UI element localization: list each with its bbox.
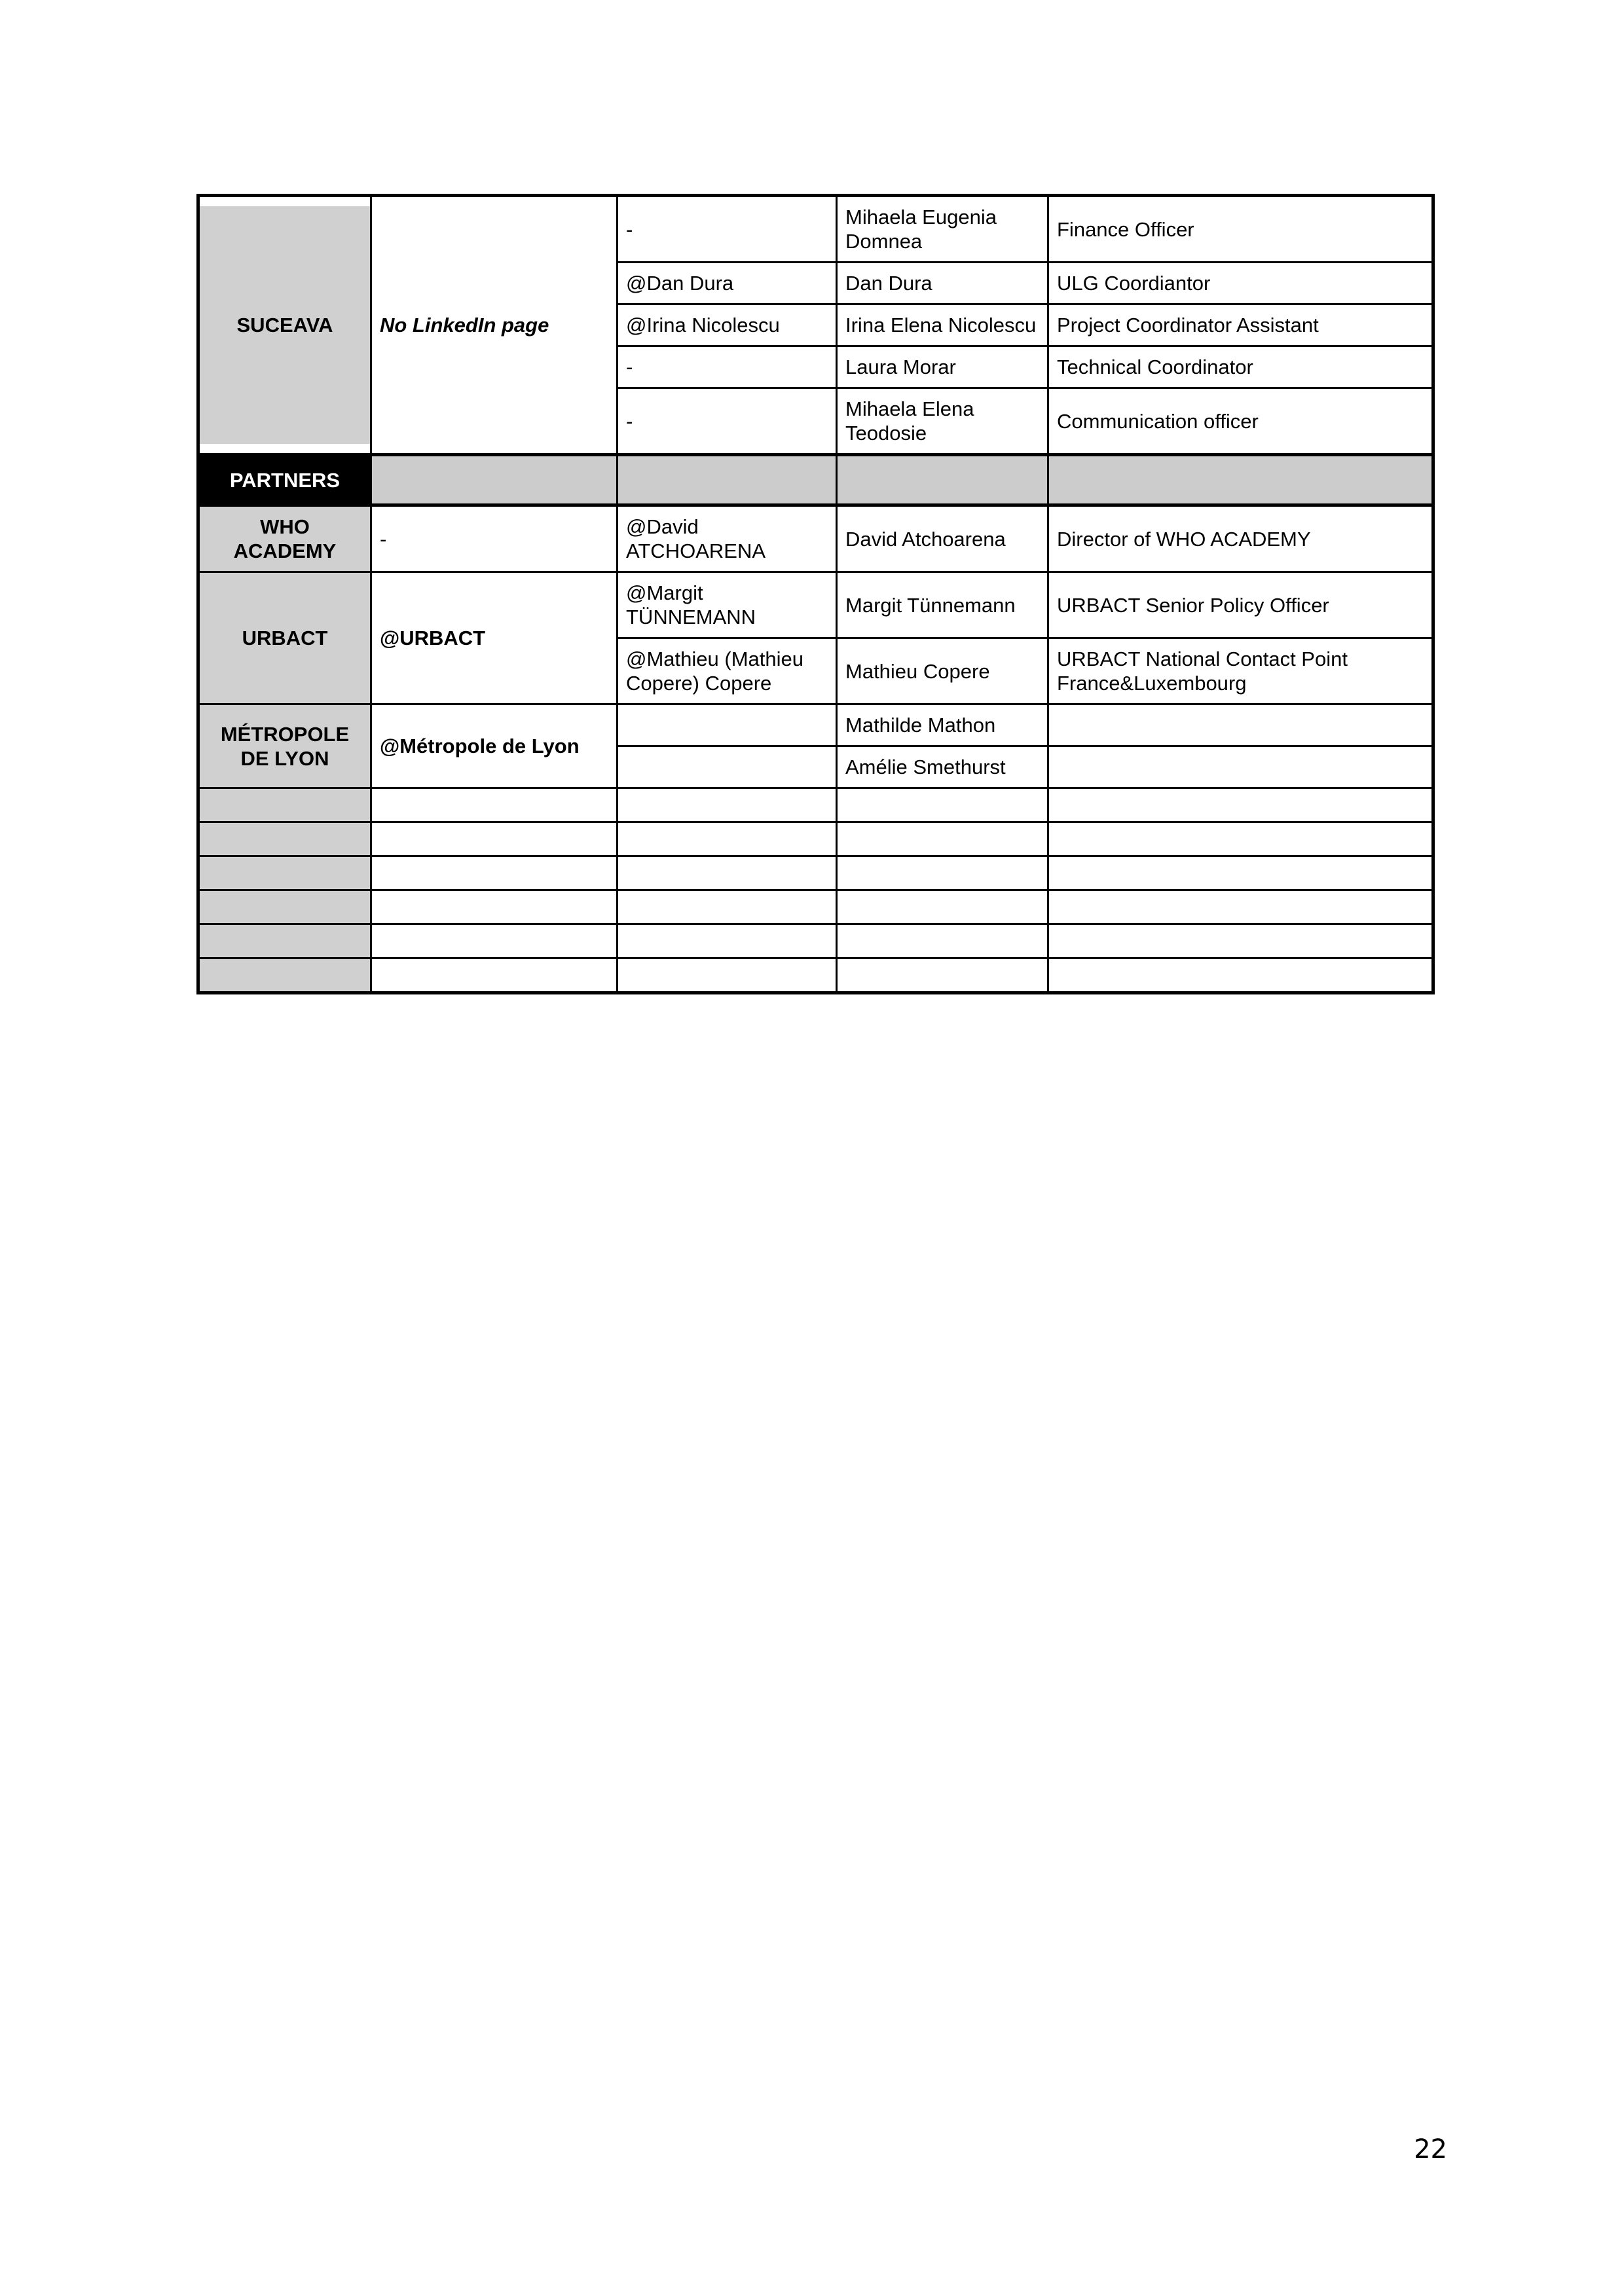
empty-row (198, 924, 1433, 958)
empty-row (198, 958, 1433, 993)
linkedin-metropole-de-lyon: @Métropole de Lyon (371, 704, 618, 788)
name-cell: Mihaela Eugenia Domnea (837, 196, 1048, 263)
role-cell (1048, 704, 1433, 746)
section-cell (837, 455, 1048, 505)
role-cell (1048, 746, 1433, 788)
org-metropole-de-lyon: MÉTROPOLE DE LYON (198, 704, 371, 788)
handle-cell (618, 746, 837, 788)
handle-cell: - (618, 196, 837, 263)
empty-cell (371, 890, 618, 924)
empty-cell (371, 958, 618, 993)
section-row-partners (198, 455, 1433, 505)
empty-cell (837, 958, 1048, 993)
handle-cell: @Mathieu (Mathieu Copere) Copere (618, 638, 837, 704)
empty-org-cell (198, 890, 371, 924)
empty-cell (837, 856, 1048, 890)
empty-org-cell (198, 822, 371, 856)
role-cell: Director of WHO ACADEMY (1048, 505, 1433, 572)
section-cell (618, 455, 837, 505)
empty-row (198, 788, 1433, 822)
empty-cell (371, 788, 618, 822)
empty-org-cell (198, 958, 371, 993)
page-number: 22 (1414, 2134, 1447, 2164)
empty-cell (1048, 856, 1433, 890)
role-cell: Project Coordinator Assistant (1048, 304, 1433, 346)
empty-cell (371, 924, 618, 958)
empty-cell (371, 822, 618, 856)
org-suceava: SUCEAVA (198, 196, 371, 455)
handle-cell: @Margit TÜNNEMANN (618, 572, 837, 638)
empty-cell (837, 890, 1048, 924)
empty-cell (1048, 890, 1433, 924)
table-row (198, 572, 1433, 638)
name-cell: Mathilde Mathon (837, 704, 1048, 746)
empty-cell (837, 924, 1048, 958)
empty-row (198, 856, 1433, 890)
empty-org-cell (198, 924, 371, 958)
linkedin-urbact: @URBACT (371, 572, 618, 704)
partners-label: PARTNERS (198, 455, 371, 505)
name-cell: Mathieu Copere (837, 638, 1048, 704)
org-who-academy: WHO ACADEMY (198, 505, 371, 572)
table-row (198, 704, 1433, 746)
empty-org-cell (198, 856, 371, 890)
table-row (198, 505, 1433, 572)
empty-cell (618, 788, 837, 822)
name-cell: Laura Morar (837, 346, 1048, 388)
org-urbact: URBACT (198, 572, 371, 704)
role-cell: Finance Officer (1048, 196, 1433, 263)
empty-cell (618, 924, 837, 958)
empty-cell (1048, 788, 1433, 822)
name-cell: Amélie Smethurst (837, 746, 1048, 788)
empty-row (198, 822, 1433, 856)
handle-cell: @David ATCHOARENA (618, 505, 837, 572)
section-cell (371, 455, 618, 505)
linkedin-suceava: No LinkedIn page (371, 196, 618, 455)
linkedin-who-academy: - (371, 505, 618, 572)
role-cell: ULG Coordiantor (1048, 263, 1433, 304)
role-cell: Technical Coordinator (1048, 346, 1433, 388)
empty-cell (1048, 958, 1433, 993)
role-cell: URBACT Senior Policy Officer (1048, 572, 1433, 638)
name-cell: Irina Elena Nicolescu (837, 304, 1048, 346)
handle-cell: - (618, 388, 837, 455)
empty-org-cell (198, 788, 371, 822)
section-cell (1048, 455, 1433, 505)
name-cell: Dan Dura (837, 263, 1048, 304)
contacts-table (196, 194, 1435, 994)
empty-cell (618, 958, 837, 993)
empty-cell (618, 822, 837, 856)
name-cell: Mihaela Elena Teodosie (837, 388, 1048, 455)
empty-cell (618, 856, 837, 890)
empty-cell (1048, 924, 1433, 958)
handle-cell (618, 704, 837, 746)
name-cell: Margit Tünnemann (837, 572, 1048, 638)
empty-cell (1048, 822, 1433, 856)
empty-cell (371, 856, 618, 890)
empty-row (198, 890, 1433, 924)
empty-cell (837, 822, 1048, 856)
role-cell: Communication officer (1048, 388, 1433, 455)
empty-cell (837, 788, 1048, 822)
handle-cell: - (618, 346, 837, 388)
name-cell: David Atchoarena (837, 505, 1048, 572)
empty-cell (618, 890, 837, 924)
handle-cell: @Dan Dura (618, 263, 837, 304)
table-row (198, 196, 1433, 263)
role-cell: URBACT National Contact Point France&Luxembourg (1048, 638, 1433, 704)
handle-cell: @Irina Nicolescu (618, 304, 837, 346)
